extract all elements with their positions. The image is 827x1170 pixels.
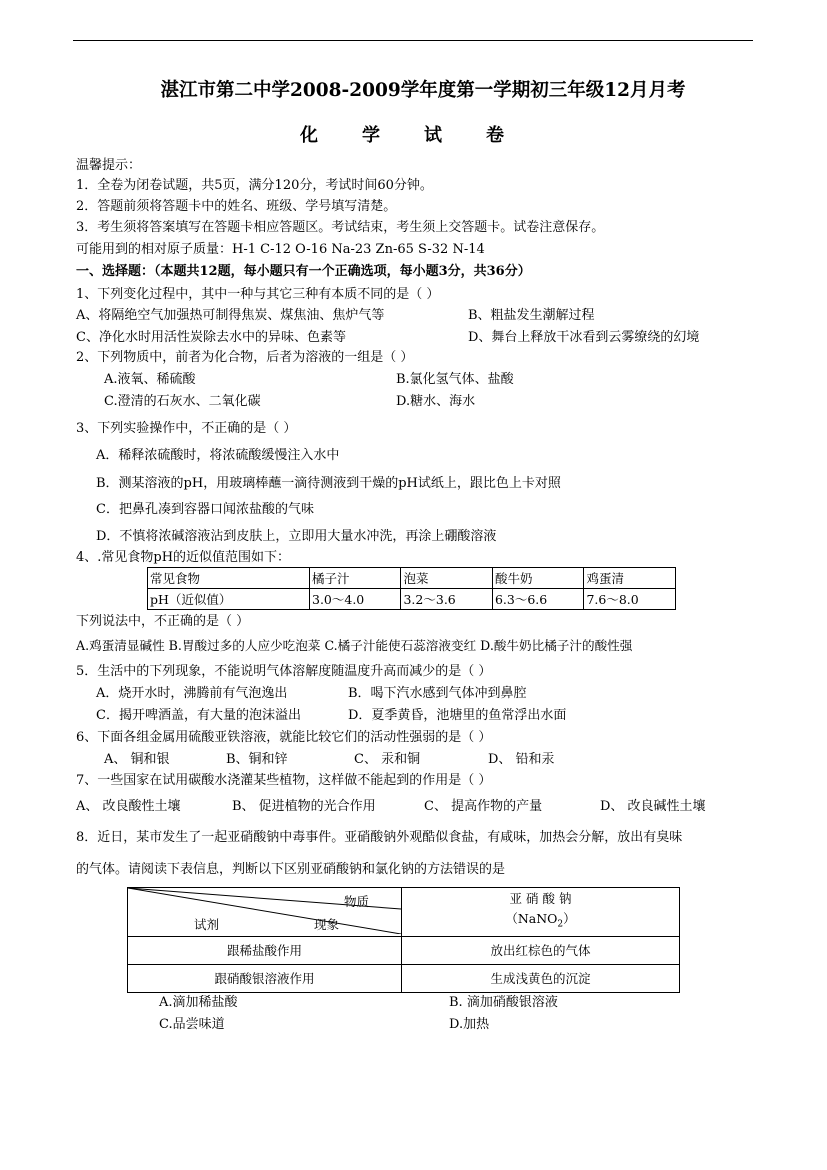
ph-table (147, 567, 676, 610)
exam-subject-title: 化学试卷 (300, 125, 548, 146)
q7-option-c: C、 提高作物的产量 (424, 799, 543, 814)
q1-stem: 1、下列变化过程中，其中一种与其它三种有本质不同的是（ ） (76, 287, 440, 302)
ph-table-cell: 3.2～3.6 (401, 589, 492, 610)
q6-option-d: D、 铅和汞 (488, 752, 555, 767)
q2-option-c: C.澄清的石灰水、二氧化碳 (104, 394, 261, 409)
diag-label-phenomenon: 现象 (314, 917, 340, 932)
q2-option-a: A.液氧、稀硫酸 (104, 372, 196, 387)
q1-option-b: B、粗盐发生潮解过程 (468, 308, 595, 323)
q1-option-a: A、将隔绝空气加强热可制得焦炭、煤焦油、焦炉气等 (76, 308, 385, 323)
formula-subscript: 2 (557, 919, 564, 930)
q7-option-b: B、 促进植物的光合作用 (232, 799, 376, 814)
q1-option-d: D、舞台上释放干冰看到云雾缭绕的幻境 (468, 330, 700, 345)
q3-stem: 3、下列实验操作中，不正确的是（ ） (76, 421, 297, 436)
ph-table-cell: 7.6～8.0 (584, 589, 676, 610)
formula-close: ） (563, 911, 576, 926)
ph-table-cell: 酸牛奶 (492, 568, 583, 589)
result-cell: 生成浅黄色的沉淀 (402, 964, 680, 992)
q1-option-c: C、净化水时用活性炭除去水中的异味、色素等 (76, 330, 346, 345)
q8-option-d: D.加热 (449, 1017, 490, 1032)
q6-option-b: B、铜和锌 (226, 752, 288, 767)
q3-option-c: C．把鼻孔凑到容器口闻浓盐酸的气味 (96, 502, 314, 517)
substance-name: 亚 硝 酸 钠 (509, 891, 572, 906)
q3-option-b: B．测某溶液的pH，用玻璃棒蘸一滴待测液到干燥的pH试纸上，跟比色上卡对照 (96, 476, 561, 491)
q4-options: A.鸡蛋清显碱性 B.胃酸过多的人应少吃泡菜 C.橘子汁能使石蕊溶液变红 D.酸牛奶比橘子汁的酸性强 (76, 638, 633, 653)
q8-option-b: B. 滴加硝酸银溶液 (449, 995, 558, 1010)
top-rule (73, 40, 753, 41)
q6-option-c: C、 汞和铜 (354, 752, 421, 767)
exam-title: 湛江市第二中学2008-2009学年度第一学期初三年级12月月考 (160, 80, 686, 101)
nitrite-table-row (128, 964, 680, 992)
ph-table-value-row (148, 589, 676, 610)
formula-text: （NaNO (505, 911, 558, 926)
q7-stem: 7、一些国家在试用碳酸水浇灌某些植物，这样做不能起到的作用是（ ） (76, 773, 492, 788)
atomic-mass-line: 可能用到的相对原子质量：H-1 C-12 O-16 Na-23 Zn-65 S-32 N-14 (76, 242, 485, 257)
q8-option-a: A.滴加稀盐酸 (159, 995, 238, 1010)
q2-option-d: D.糖水、海水 (396, 394, 476, 409)
diagonal-header-cell (128, 888, 402, 937)
q8-stem-line-2: 的气体。请阅读下表信息，判断以下区别亚硝酸钠和氯化钠的方法错误的是 (76, 862, 506, 877)
nitrite-table-header-row (128, 888, 680, 937)
q6-stem: 6、下面各组金属用硫酸亚铁溶液，就能比较它们的活动性强弱的是（ ） (76, 730, 492, 745)
result-cell: 放出红棕色的气体 (402, 936, 680, 964)
q8-stem-line-1: 8．近日，某市发生了一起亚硝酸钠中毒事件。亚硝酸钠外观酷似食盐，有咸味，加热会分解，放出有臭味 (76, 830, 683, 845)
q4-stem: 4、.常见食物pH的近似值范围如下： (76, 550, 291, 565)
q2-option-b: B.氯化氢气体、盐酸 (396, 372, 514, 387)
ph-table-cell: pH（近似值） (148, 589, 310, 610)
q2-stem: 2、下列物质中，前者为化合物，后者为溶液的一组是（ ） (76, 350, 414, 365)
reagent-cell: 跟稀盐酸作用 (128, 936, 402, 964)
notice-item-2: 2．答题前须将答题卡中的姓名、班级、学号填写清楚。 (76, 199, 397, 214)
substance-formula (403, 909, 678, 935)
q3-option-d: D．不慎将浓碱溶液沾到皮肤上，立即用大量水冲洗，再涂上硼酸溶液 (96, 529, 497, 544)
q7-option-d: D、 改良碱性土壤 (600, 799, 706, 814)
ph-table-cell: 橘子汁 (310, 568, 401, 589)
ph-table-cell: 常见食物 (148, 568, 310, 589)
section-heading: 一、选择题：（本题共12题，每小题只有一个正确选项，每小题3分，共36分） (76, 264, 531, 279)
q3-option-a: A．稀释浓硫酸时，将浓硫酸缓慢注入水中 (96, 448, 340, 463)
q8-option-c: C.品尝味道 (159, 1017, 225, 1032)
reagent-cell: 跟硝酸银溶液作用 (128, 964, 402, 992)
q5-option-c: C．揭开啤酒盖，有大量的泡沫溢出 (96, 708, 301, 723)
notice-item-1: 1．全卷为闭卷试题，共5页，满分120分，考试时间60分钟。 (76, 178, 433, 193)
q7-option-a: A、 改良酸性土壤 (76, 799, 181, 814)
diag-label-reagent: 试剂 (194, 917, 220, 932)
q6-option-a: A、 铜和银 (104, 752, 170, 767)
ph-table-cell: 泡菜 (401, 568, 492, 589)
q5-option-a: A．烧开水时，沸腾前有气泡逸出 (96, 686, 288, 701)
q5-option-d: D．夏季黄昏，池塘里的鱼常浮出水面 (348, 708, 567, 723)
q5-stem: 5．生活中的下列现象，不能说明气体溶解度随温度升高而减少的是（ ） (76, 664, 492, 679)
notice-item-3: 3．考生须将答案填写在答题卡相应答题区。考试结束，考生须上交答题卡。试卷注意保存。 (76, 220, 605, 235)
ph-table-cell: 6.3～6.6 (492, 589, 583, 610)
ph-table-header-row (148, 568, 676, 589)
q4-follow: 下列说法中，不正确的是（ ） (76, 614, 250, 629)
q5-option-b: B．喝下汽水感到气体冲到鼻腔 (348, 686, 527, 701)
notice-heading: 温馨提示： (76, 158, 142, 173)
nitrite-table-row (128, 936, 680, 964)
nitrite-table (127, 887, 680, 993)
ph-table-cell: 鸡蛋清 (584, 568, 676, 589)
diag-label-substance: 物质 (344, 894, 370, 909)
ph-table-cell: 3.0～4.0 (310, 589, 401, 610)
substance-header-cell (402, 888, 680, 937)
